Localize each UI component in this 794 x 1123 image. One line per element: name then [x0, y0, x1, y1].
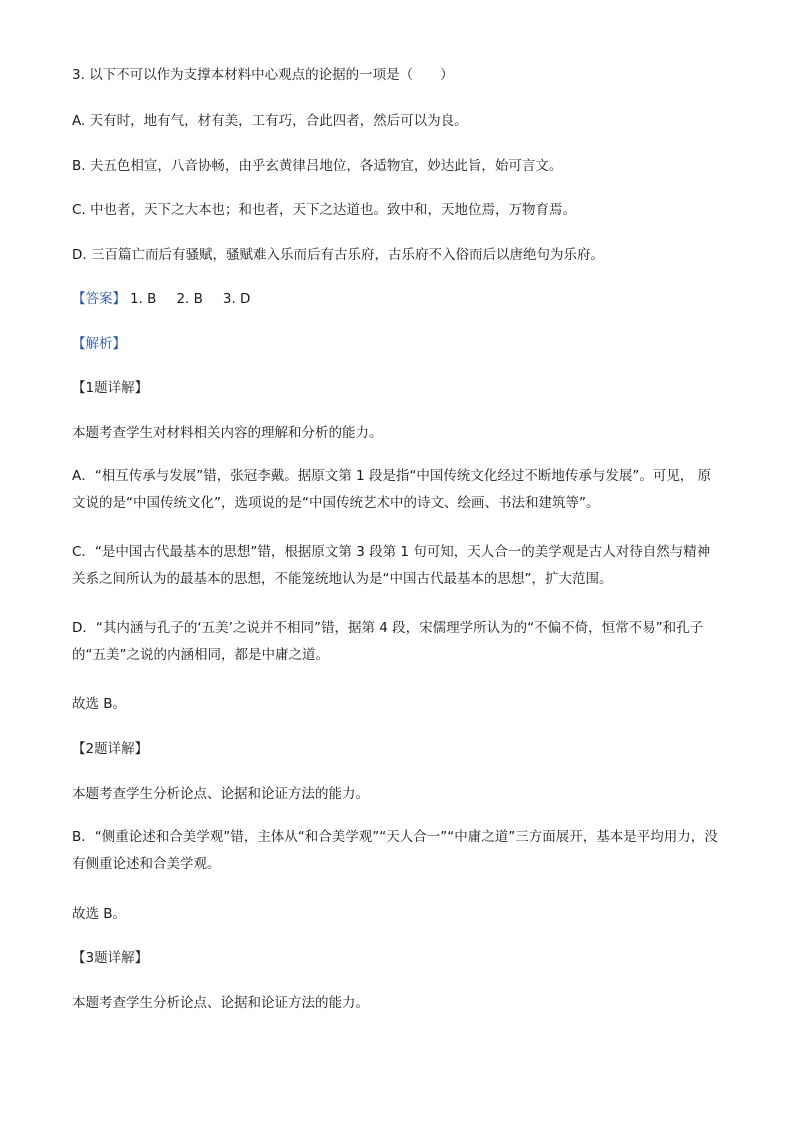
question-3-option-b: B. 夫五色相宣，八音协畅，由乎玄黄律吕地位，各适物宜，妙达此旨，始可言文。	[72, 158, 563, 174]
question-3-option-d: D. 三百篇亡而后有骚赋，骚赋难入乐而后有古乐府，古乐府不入俗而后以唐绝句为乐府。	[72, 247, 604, 263]
question-3-option-a: A. 天有时，地有气，材有美，工有巧，合此四者，然后可以为良。	[72, 113, 468, 129]
detail-1-option-c: C．“是中国古代最基本的思想”错，根据原文第 3 段第 1 句可知，天人合一的美学观是古人对待自然与精神关系之间所认为的最基本的思想，不能笼统地认为是“中国古代最基本的思想”，扩大范围。	[72, 544, 711, 587]
answer-item-1: 1. B	[130, 291, 157, 307]
detail-1-option-a: A．“相互传承与发展”错，张冠李戴。据原文第 1 段是指“中国传统文化经过不断地传承与发展”。可见， 原文说的是“中国传统文化”，选项说的是“中国传统艺术中的诗文、绘画、书法和建筑等”。	[72, 468, 712, 511]
analysis-tag: 【解析】	[72, 336, 126, 352]
detail-3-heading: 【3题详解】	[72, 950, 149, 966]
detail-1-intro: 本题考查学生对材料相关内容的理解和分析的能力。	[72, 425, 383, 441]
answer-item-2: 2. B	[176, 291, 203, 307]
question-3-option-c: C. 中也者，天下之大本也；和也者，天下之达道也。致中和，天地位焉，万物育焉。	[72, 202, 577, 218]
detail-2-heading: 【2题详解】	[72, 741, 149, 757]
detail-1-option-d: D．“其内涵与孔子的‘五美’之说并不相同”错，据第 4 段，宋儒理学所认为的“不偏不倚，恒常不易”和孔子的“五美”之说的内涵相同，都是中庸之道。	[72, 620, 704, 663]
detail-2-intro: 本题考查学生分析论点、论据和论证方法的能力。	[72, 786, 369, 802]
detail-3-intro: 本题考查学生分析论点、论据和论证方法的能力。	[72, 995, 369, 1011]
detail-1-heading: 【1题详解】	[72, 380, 149, 396]
detail-2-conclusion: 故选 B。	[72, 906, 127, 922]
detail-2-option-b: B．“侧重论述和合美学观”错，主体从“和合美学观”“天人合一”“中庸之道”三方面展开，基本是平均用力，没有侧重论述和合美学观。	[72, 829, 718, 872]
question-3-stem: 3. 以下不可以作为支撑本材料中心观点的论据的一项是（ ）	[72, 67, 454, 83]
answer-line	[72, 290, 722, 308]
answer-item-3: 3. D	[222, 291, 251, 307]
answer-tag: 【答案】	[72, 291, 126, 307]
detail-1-conclusion: 故选 B。	[72, 696, 127, 712]
